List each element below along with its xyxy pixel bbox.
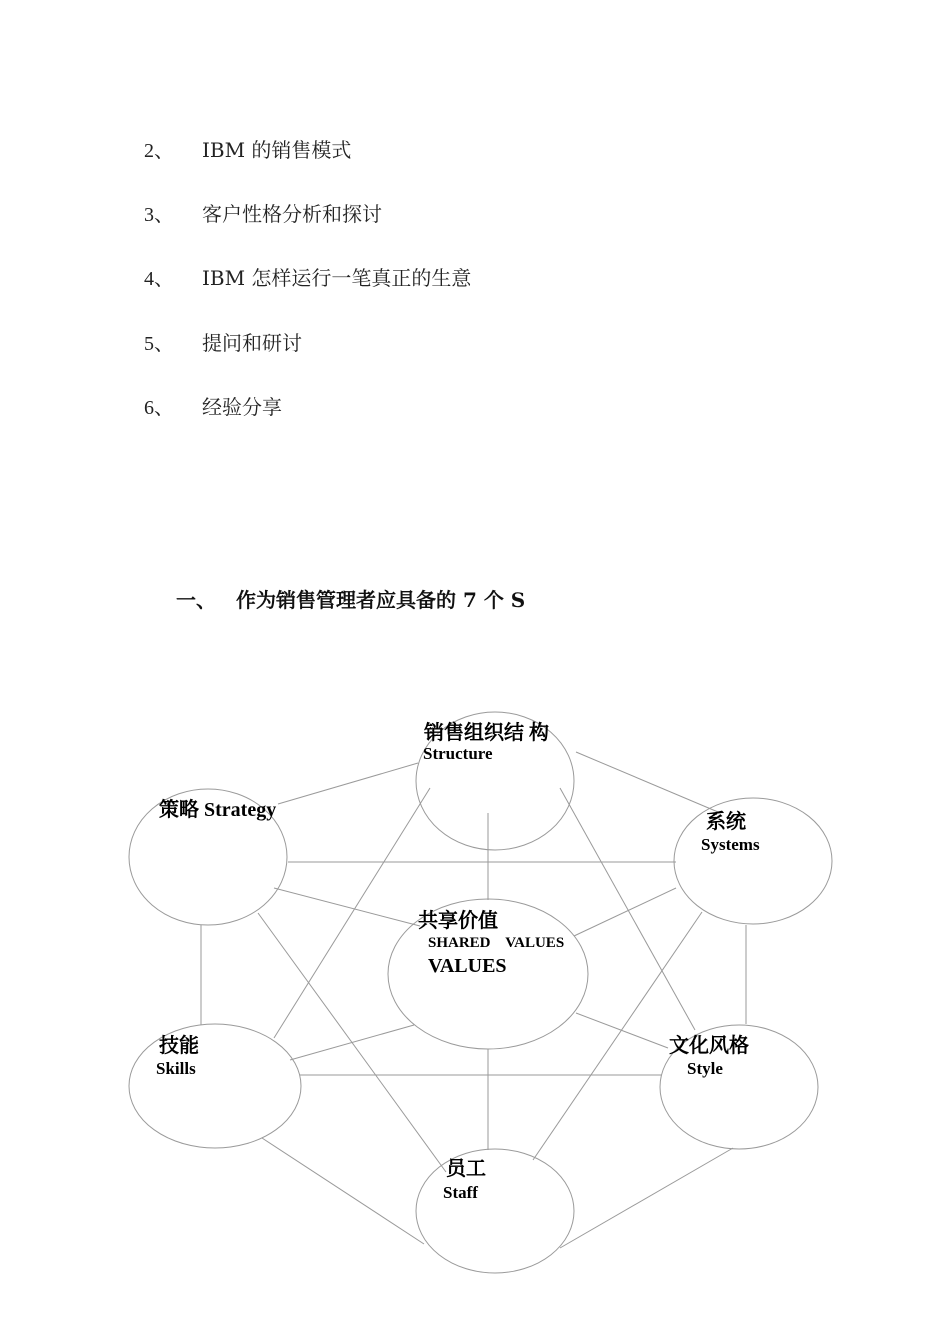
section-number: 一、 — [176, 588, 216, 612]
skills-label-zh: 技能 — [159, 1035, 199, 1057]
skills-circle — [129, 1024, 301, 1148]
list-item-number: 5、 — [144, 333, 174, 355]
connector-line — [576, 752, 718, 812]
list-item-number: 4、 — [144, 268, 174, 290]
systems-circle — [674, 798, 832, 924]
shared-values-label-zh: 共享价值 — [418, 910, 498, 932]
connector-line — [574, 888, 676, 936]
section-title: 作为销售管理者应具备的 7 个 S — [236, 588, 526, 612]
strategy-label: 策略 Strategy — [159, 799, 277, 821]
connector-line — [576, 1013, 668, 1048]
list-item-text: 提问和研讨 — [202, 331, 302, 355]
style-label-zh: 文化风格 — [669, 1035, 749, 1057]
connector-line — [560, 1148, 733, 1248]
connector-line — [290, 1025, 414, 1060]
style-label-en: Style — [687, 1059, 723, 1078]
systems-label-zh: 系统 — [706, 811, 746, 833]
list-item-text: 经验分享 — [202, 395, 282, 419]
connector-line — [262, 1138, 424, 1244]
structure-label-zh: 销售组织结 构 — [424, 722, 549, 744]
list-item-number: 6、 — [144, 397, 174, 419]
connector-line — [278, 763, 418, 804]
list-item-text: IBM 怎样运行一笔真正的生意 — [202, 266, 472, 290]
list-item-number: 3、 — [144, 204, 174, 226]
list-item-text: 客户性格分析和探讨 — [202, 202, 382, 226]
staff-label-en: Staff — [443, 1183, 478, 1202]
list-item-number: 2、 — [144, 140, 174, 162]
shared-values-label-en: SHARED VALUES — [428, 935, 565, 951]
staff-label-zh: 员工 — [446, 1158, 486, 1180]
connector-line — [560, 788, 695, 1030]
list-item-text: IBM 的销售模式 — [202, 138, 352, 162]
systems-label-en: Systems — [701, 835, 760, 854]
structure-label-en: Structure — [423, 744, 493, 763]
staff-circle — [416, 1149, 574, 1273]
connector-line — [274, 788, 430, 1038]
skills-label-en: Skills — [156, 1059, 196, 1078]
values-label-en: VALUES — [428, 955, 507, 977]
